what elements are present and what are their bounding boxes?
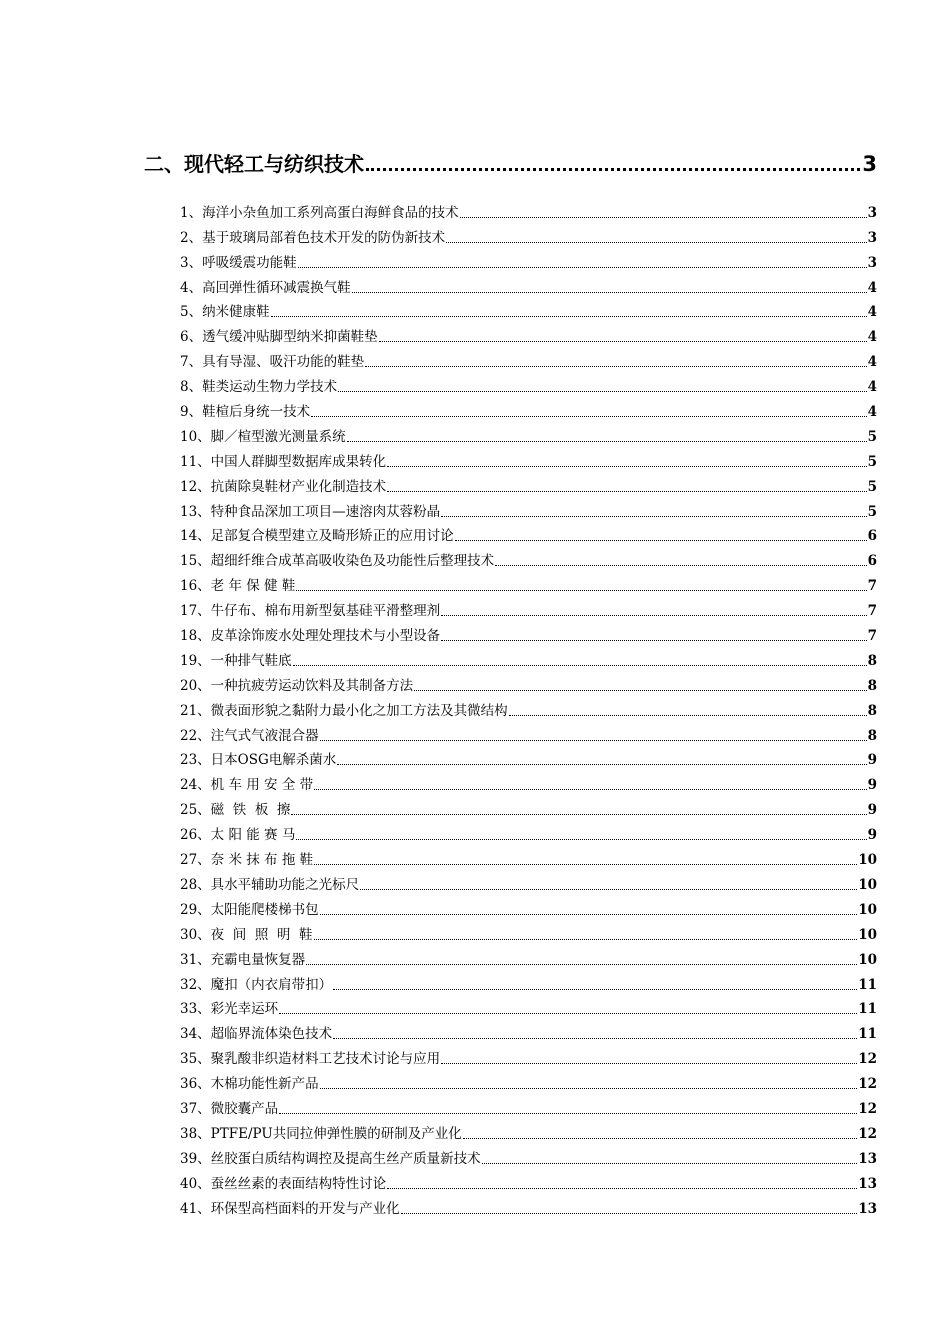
toc-entry[interactable] <box>180 422 877 447</box>
toc-entry-page: 3 <box>867 204 877 221</box>
toc-entry-page: 4 <box>867 279 877 296</box>
toc-entry[interactable] <box>180 347 877 372</box>
toc-entry-label: 20、一种抗疲劳运动饮料及其制备方法 <box>180 677 414 694</box>
toc-entry-page: 10 <box>858 926 877 943</box>
toc-entry[interactable] <box>180 945 877 970</box>
toc-entry-page: 13 <box>858 1175 877 1192</box>
toc-entry[interactable] <box>180 198 877 223</box>
toc-entry-page: 12 <box>858 1125 877 1142</box>
toc-entry-page: 6 <box>867 553 877 570</box>
toc-entry-leader <box>296 590 866 591</box>
toc-entry-label: 18、皮革涂饰废水处理处理技术与小型设备 <box>180 628 441 645</box>
toc-entry-page: 8 <box>867 702 877 719</box>
toc-entry-label: 19、一种排气鞋底 <box>180 652 292 669</box>
toc-entry-label: 26、太 阳 能 赛 马 <box>180 827 296 844</box>
toc-entry[interactable] <box>180 571 877 596</box>
toc-entry-label: 32、魔扣（内衣肩带扣） <box>180 976 333 993</box>
toc-entry[interactable] <box>180 1019 877 1044</box>
toc-entry-page: 6 <box>867 528 877 545</box>
toc-entry[interactable] <box>180 646 877 671</box>
toc-entry-page: 9 <box>867 827 877 844</box>
toc-entry[interactable] <box>180 721 877 746</box>
toc-entry-page: 13 <box>858 1200 877 1217</box>
toc-entry[interactable] <box>180 397 877 422</box>
toc-entry-label: 23、日本OSG电解杀菌水 <box>180 752 337 769</box>
toc-entry-page: 9 <box>867 777 877 794</box>
toc-entry-label: 38、PTFE/PU共同拉伸弹性膜的研制及产业化 <box>180 1125 462 1142</box>
toc-entry[interactable] <box>180 546 877 571</box>
toc-entry-leader <box>314 864 857 865</box>
toc-entry-label: 30、夜 间 照 明 鞋 <box>180 926 313 943</box>
toc-entry-leader <box>338 391 867 392</box>
toc-entry-label: 16、老 年 保 健 鞋 <box>180 578 296 595</box>
toc-entry[interactable] <box>180 1044 877 1069</box>
toc-entry-page: 5 <box>867 428 877 445</box>
toc-entry-leader <box>401 1213 858 1214</box>
toc-entry-leader <box>360 889 857 890</box>
toc-entry[interactable] <box>180 497 877 522</box>
toc-entry-label: 28、具水平辅助功能之光标尺 <box>180 876 360 893</box>
toc-entry-label: 40、蚕丝丝素的表面结构特性讨论 <box>180 1175 387 1192</box>
toc-entry-page: 10 <box>858 951 877 968</box>
toc-entry-label: 4、高回弹性循环减震换气鞋 <box>180 279 351 296</box>
toc-entry-label: 33、彩光幸运环 <box>180 1001 279 1018</box>
toc-entry[interactable] <box>180 372 877 397</box>
toc-entry-label: 14、足部复合模型建立及畸形矫正的应用讨论 <box>180 528 454 545</box>
toc-entry-leader <box>387 466 866 467</box>
toc-entry-page: 7 <box>867 578 877 595</box>
toc-entry-page: 9 <box>867 752 877 769</box>
toc-entry-leader <box>352 292 867 293</box>
toc-entry-label: 27、奈 米 抹 布 拖 鞋 <box>180 852 314 869</box>
toc-entry-label: 7、具有导湿、吸汗功能的鞋垫 <box>180 354 365 371</box>
toc-entry-page: 7 <box>867 628 877 645</box>
toc-entry-page: 10 <box>858 852 877 869</box>
toc-entry-label: 29、太阳能爬楼梯书包 <box>180 901 319 918</box>
toc-entry-page: 9 <box>867 802 877 819</box>
toc-entry[interactable] <box>180 696 877 721</box>
toc-entry-leader <box>271 316 867 317</box>
toc-entry[interactable] <box>180 770 877 795</box>
toc-entry-label: 13、特种食品深加工项目—速溶肉苁蓉粉晶 <box>180 503 441 520</box>
toc-entry-page: 11 <box>858 1026 877 1043</box>
toc-entry-page: 4 <box>867 304 877 321</box>
toc-entry[interactable] <box>180 1069 877 1094</box>
toc-entry-page: 10 <box>858 901 877 918</box>
toc-entry[interactable] <box>180 248 877 273</box>
toc-entry-label: 3、呼吸缓震功能鞋 <box>180 254 297 271</box>
toc-entry[interactable] <box>180 447 877 472</box>
toc-entry-leader <box>509 715 867 716</box>
toc-entry-label: 17、牛仔布、棉布用新型氨基硅平滑整理剂 <box>180 603 441 620</box>
toc-entry-label: 12、抗菌除臭鞋材产业化制造技术 <box>180 478 387 495</box>
toc-entry-leader <box>387 491 866 492</box>
toc-entry-leader <box>311 416 867 417</box>
toc-entry-page: 11 <box>858 1001 877 1018</box>
toc-entry-leader <box>279 1113 857 1114</box>
toc-entry-leader <box>379 341 867 342</box>
toc-entry-leader <box>441 1063 857 1064</box>
toc-entry-leader <box>441 640 866 641</box>
toc-entry-leader <box>446 242 867 243</box>
toc-heading-title: 二、现代轻工与纺织技术 <box>144 152 364 176</box>
toc-entry-label: 10、脚／楦型激光测量系统 <box>180 428 346 445</box>
toc-entry-label: 6、透气缓冲贴脚型纳米抑菌鞋垫 <box>180 329 378 346</box>
toc-section-heading[interactable] <box>144 146 877 178</box>
toc-entry-leader <box>314 939 858 940</box>
toc-entry[interactable] <box>180 298 877 323</box>
toc-entry-leader <box>441 516 866 517</box>
toc-entry-label: 39、丝胶蛋白质结构调控及提高生丝产质量新技术 <box>180 1150 481 1167</box>
toc-entry-leader <box>337 764 866 765</box>
toc-entry-page: 3 <box>867 229 877 246</box>
toc-entry-leader <box>320 914 858 915</box>
toc-entry-page: 12 <box>858 1076 877 1093</box>
toc-entry-label: 31、充霸电量恢复器 <box>180 951 306 968</box>
toc-entry-page: 13 <box>858 1150 877 1167</box>
toc-entry-leader <box>291 814 866 815</box>
toc-entry[interactable] <box>180 746 877 771</box>
toc-entry-page: 7 <box>867 603 877 620</box>
toc-entry-label: 8、鞋类运动生物力学技术 <box>180 379 338 396</box>
toc-entry-page: 5 <box>867 503 877 520</box>
toc-heading-page: 3 <box>862 152 877 176</box>
toc-entry-page: 10 <box>858 876 877 893</box>
toc-entry-label: 15、超细纤维合成革高吸收染色及功能性后整理技术 <box>180 553 495 570</box>
toc-entry-leader <box>347 441 867 442</box>
toc-entry-label: 41、环保型高档面料的开发与产业化 <box>180 1200 400 1217</box>
toc-entry-leader <box>320 1088 858 1089</box>
toc-entry-label: 5、纳米健康鞋 <box>180 304 270 321</box>
toc-entry-leader <box>333 1038 857 1039</box>
toc-entry-leader <box>365 366 867 367</box>
toc-entry-label: 34、超临界流体染色技术 <box>180 1026 333 1043</box>
toc-entry[interactable] <box>180 995 877 1020</box>
toc-entry-leader <box>414 690 866 691</box>
toc-entry-leader <box>298 267 867 268</box>
toc-entry-label: 37、微胶囊产品 <box>180 1100 279 1117</box>
toc-entry[interactable] <box>180 1094 877 1119</box>
toc-entry-page: 8 <box>867 652 877 669</box>
toc-entry-label: 22、注气式气液混合器 <box>180 727 319 744</box>
toc-entry-leader <box>463 1138 857 1139</box>
toc-entry-leader <box>279 1013 857 1014</box>
toc-entry-page: 5 <box>867 453 877 470</box>
toc-entry-label: 36、木棉功能性新产品 <box>180 1076 319 1093</box>
toc-entry-leader <box>296 839 866 840</box>
toc-entry-leader <box>482 1163 858 1164</box>
toc-heading-leader <box>366 168 860 171</box>
toc-entry-page: 4 <box>867 404 877 421</box>
toc-entry-leader <box>306 964 857 965</box>
toc-entry-page: 12 <box>858 1100 877 1117</box>
toc-entry[interactable] <box>180 1169 877 1194</box>
toc-entry[interactable] <box>180 596 877 621</box>
toc-entry[interactable] <box>180 671 877 696</box>
toc-list <box>180 198 877 1219</box>
toc-entry-label: 35、聚乳酸非织造材料工艺技术讨论与应用 <box>180 1051 441 1068</box>
toc-entry[interactable] <box>180 870 877 895</box>
toc-entry-leader <box>320 740 867 741</box>
toc-entry[interactable] <box>180 322 877 347</box>
toc-entry-page: 12 <box>858 1051 877 1068</box>
toc-entry-label: 24、机 车 用 安 全 带 <box>180 777 314 794</box>
toc-entry-leader <box>460 217 867 218</box>
toc-entry[interactable] <box>180 621 877 646</box>
toc-entry[interactable] <box>180 223 877 248</box>
toc-entry-label: 1、海洋小杂鱼加工系列高蛋白海鲜食品的技术 <box>180 204 459 221</box>
toc-entry[interactable] <box>180 1144 877 1169</box>
toc-entry-label: 21、微表面形貌之黏附力最小化之加工方法及其微结构 <box>180 702 508 719</box>
toc-entry-leader <box>293 665 867 666</box>
toc-entry-page: 8 <box>867 677 877 694</box>
toc-entry[interactable] <box>180 1194 877 1219</box>
toc-entry[interactable] <box>180 820 877 845</box>
toc-entry[interactable] <box>180 522 877 547</box>
toc-entry[interactable] <box>180 472 877 497</box>
toc-entry-leader <box>333 989 857 990</box>
toc-entry[interactable] <box>180 1119 877 1144</box>
toc-entry[interactable] <box>180 845 877 870</box>
toc-entry[interactable] <box>180 795 877 820</box>
toc-entry-leader <box>441 615 866 616</box>
toc-entry-leader <box>314 789 866 790</box>
toc-entry-leader <box>387 1188 857 1189</box>
toc-entry-label: 25、磁 铁 板 擦 <box>180 802 291 819</box>
toc-entry-page: 4 <box>867 329 877 346</box>
toc-entry[interactable] <box>180 273 877 298</box>
toc-entry-leader <box>455 540 867 541</box>
toc-entry-label: 2、基于玻璃局部着色技术开发的防伪新技术 <box>180 229 446 246</box>
toc-entry-page: 3 <box>867 254 877 271</box>
toc-entry-page: 11 <box>858 976 877 993</box>
toc-entry-label: 11、中国人群脚型数据库成果转化 <box>180 453 387 470</box>
toc-entry[interactable] <box>180 970 877 995</box>
toc-entry-page: 8 <box>867 727 877 744</box>
toc-entry[interactable] <box>180 920 877 945</box>
toc-entry-leader <box>495 565 866 566</box>
toc-entry-page: 5 <box>867 478 877 495</box>
toc-entry[interactable] <box>180 895 877 920</box>
toc-entry-page: 4 <box>867 354 877 371</box>
toc-entry-label: 9、鞋楦后身统一技术 <box>180 404 311 421</box>
toc-entry-page: 4 <box>867 379 877 396</box>
